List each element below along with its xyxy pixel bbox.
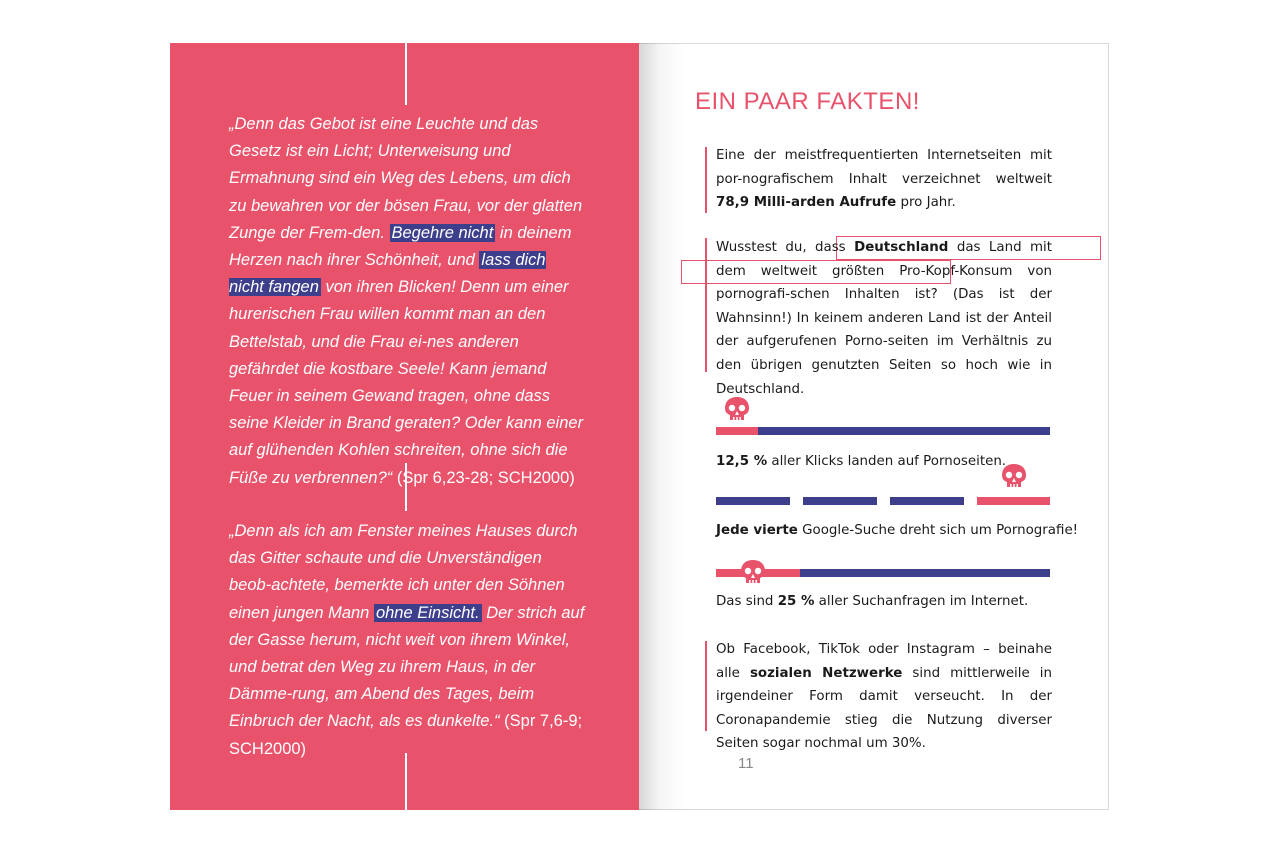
stat-text: aller Suchanfragen im Internet. — [814, 594, 1029, 609]
fact-text: Wusstest du, dass — [716, 240, 855, 255]
page-title: EIN PAAR FAKTEN! — [695, 88, 920, 115]
quote-text: Der strich auf der Gasse herum, nicht weit von ihrem Winkel, und betrat den Weg zu ihrem Haus, in der Dämme-rung, am Abend des Tages, beim Einbruch der Nacht, als es dunkelte.“ — [229, 603, 585, 731]
fact-bold: sozialen Netzwerke — [749, 665, 903, 681]
accent-bar — [705, 147, 707, 213]
stat-queries — [716, 594, 1028, 609]
segment — [890, 497, 964, 505]
progress-bar-clicks — [716, 427, 1050, 435]
accent-bar — [705, 238, 707, 372]
highlight: lass dich nicht fangen — [229, 251, 546, 297]
highlight: ohne Einsicht. — [375, 603, 480, 622]
quote-reference: (Spr 6,23-28; SCH2000) — [392, 468, 575, 487]
bible-quote-2 — [229, 518, 585, 763]
stat-value: Jede vierte — [716, 523, 798, 538]
fact-paragraph-1 — [716, 144, 1052, 215]
progress-track — [716, 427, 1050, 435]
stat-value: 25 % — [777, 594, 815, 609]
fact-paragraph-2 — [716, 236, 1052, 401]
stat-clicks — [716, 454, 1006, 469]
stat-text: Google-Suche dreht sich um Pornografie! — [797, 523, 1079, 538]
skull-icon — [738, 558, 768, 588]
fact-bold: Deutschland — [854, 240, 949, 255]
segmented-bar-searches — [716, 497, 1050, 505]
fact-text: sind mittlerweile in irgendeiner Form damit verseucht. In der Coronapandemie stieg die Nutzung diverser Seiten sogar nochmal um 30%. — [716, 665, 1052, 752]
quote-text: „Denn das Gebot ist eine Leuchte und das Gesetz ist ein Licht; Unterweisung und Ermahnung sind ein Weg des Lebens, um dich zu bewahren vor der bösen Frau, vor der glatten Zunge der Frem-den. — [229, 115, 583, 242]
stat-searches — [716, 523, 1078, 538]
fact-text: das Land mit dem weltweit größten Pro-Kopf-Konsum von pornografi-schen Inhalten ist? (Das ist der Wahnsinn!) In keinem anderen Land ist der Anteil der aufgerufenen Porno-seiten im Verhältnis zu den übrigen genutzten Seiten so hoch wie in Deutschland. — [716, 240, 1053, 397]
segment-highlighted — [977, 497, 1050, 505]
page-number: 11 — [738, 755, 754, 772]
accent-bar — [705, 641, 707, 731]
divider-line-top — [405, 43, 407, 105]
quote-reference: (Spr 7,6-9; SCH2000) — [229, 712, 583, 758]
fact-text: Eine der meistfrequentierten Internetseiten mit por-nografischem Inhalt verzeichnet weltweit — [716, 148, 1052, 187]
bible-quote-1 — [229, 111, 585, 492]
highlight: Begehre nicht — [391, 223, 494, 242]
stat-text: aller Klicks landen auf Pornoseiten. — [767, 454, 1007, 469]
quote-text: in deinem Herzen nach ihrer Schönheit, und — [229, 223, 572, 270]
progress-fill — [716, 427, 758, 435]
quote-text: von ihren Blicken! Denn um einer hurerischen Frau willen kommt man an den Bettelstab, und die Frau ei-nes anderen gefährdet die kostbare Seele! Kann jemand Feuer in seinem Gewand tragen, ohne dass seine Kleider in Brand geraten? Oder kann einer auf glühenden Kohlen schreiten, ohne sich die Füße zu verbrennen?“ — [229, 278, 584, 487]
skull-icon — [722, 395, 752, 425]
segment — [716, 497, 790, 505]
fact-paragraph-3 — [716, 638, 1052, 756]
fact-text: Ob Facebook, TikTok oder Instagram – beinahe alle — [716, 642, 1052, 681]
segment — [803, 497, 877, 505]
quote-text: „Denn als ich am Fenster meines Hauses durch das Gitter schaute und die Unverständigen beob-achtete, bemerkte ich unter den Söhnen einen jungen Mann — [229, 522, 578, 622]
stat-text: Das sind — [716, 594, 778, 609]
stat-value: 12,5 % — [716, 454, 768, 469]
fact-text: pro Jahr. — [896, 195, 956, 211]
skull-icon — [999, 462, 1029, 492]
gutter-shadow — [639, 43, 685, 810]
fact-bold: 78,9 Milli-arden Aufrufe — [716, 195, 897, 211]
